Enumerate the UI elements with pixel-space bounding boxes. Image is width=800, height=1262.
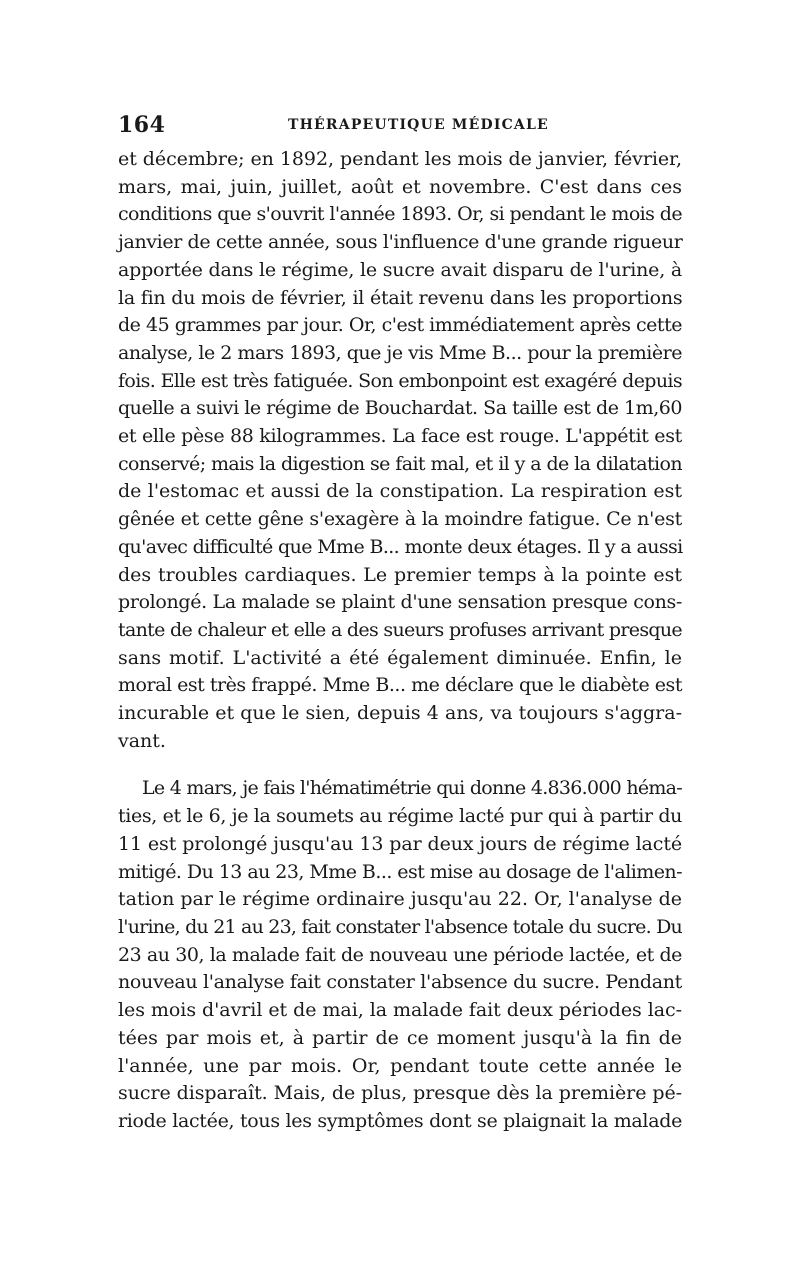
text-line: moral est très frappé. Mme B... me déclare que le diabète est: [118, 674, 682, 697]
text-line: tante de chaleur et elle a des sueurs profuses arrivant presque: [118, 618, 682, 641]
text-line: mitigé. Du 13 au 23, Mme B... est mise au dosage de l'alimen-: [118, 860, 682, 883]
text-line: fois. Elle est très fatiguée. Son embonpoint est exagéré depuis: [118, 369, 682, 392]
text-line: sans motif. L'activité a été également diminuée. Enfin, le: [118, 646, 682, 669]
text-line: de l'estomac et aussi de la constipation. La respiration est: [118, 480, 682, 503]
text-line: de 45 grammes par jour. Or, c'est immédiatement après cette: [118, 314, 682, 337]
text-line: la fin du mois de février, il était revenu dans les proportions: [118, 286, 683, 309]
text-line: et elle pèse 88 kilogrammes. La face est rouge. L'appétit est: [118, 425, 682, 448]
text-line: mars, mai, juin, juillet, août et novembre. C'est dans ces: [118, 175, 682, 198]
text-line: vant.: [118, 729, 166, 752]
text-line: qu'avec difficulté que Mme B... monte deux étages. Il y a aussi: [118, 535, 683, 558]
text-line: conservé; mais la digestion se fait mal, et il y a de la dilatation: [118, 452, 682, 475]
text-line: 23 au 30, la malade fait de nouveau une période lactée, et de: [118, 943, 682, 966]
text-line: tées par mois et, à partir de ce moment jusqu'à la fin de: [118, 1026, 682, 1049]
paragraph-gap: [118, 755, 682, 775]
text-line: incurable et que le sien, depuis 4 ans, va toujours s'aggra-: [118, 702, 682, 725]
text-line: tation par le régime ordinaire jusqu'au 22. Or, l'analyse de: [118, 888, 682, 911]
running-title: THÉRAPEUTIQUE MÉDICALE: [288, 117, 549, 133]
text-line: prolongé. La malade se plaint d'une sensation presque cons-: [118, 591, 682, 614]
paragraph-2: [118, 775, 682, 1135]
text-line: janvier de cette année, sous l'influence d'une grande rigueur: [118, 231, 683, 254]
text-line: et décembre; en 1892, pendant les mois de janvier, février,: [118, 148, 682, 170]
running-head: [118, 112, 682, 146]
page-number: 164: [118, 112, 166, 138]
paragraph-1: [118, 146, 682, 755]
text-line: 11 est prolongé jusqu'au 13 par deux jours de régime lacté: [118, 832, 682, 855]
text-line: apportée dans le régime, le sucre avait disparu de l'urine, à: [118, 258, 682, 281]
book-page: [118, 112, 682, 1136]
text-line: conditions que s'ouvrit l'année 1893. Or, si pendant le mois de: [118, 203, 682, 226]
text-line: analyse, le 2 mars 1893, que je vis Mme B... pour la première: [118, 341, 682, 364]
text-line: sucre disparaît. Mais, de plus, presque dès la première pé-: [118, 1082, 682, 1105]
text-line: les mois d'avril et de mai, la malade fait deux périodes lac-: [118, 999, 682, 1022]
text-line: l'année, une par mois. Or, pendant toute cette année le: [118, 1054, 682, 1077]
text-line: riode lactée, tous les symptômes dont se plaignait la malade: [118, 1109, 682, 1132]
text-line: des troubles cardiaques. Le premier temps à la pointe est: [118, 563, 682, 586]
text-line: l'urine, du 21 au 23, fait constater l'absence totale du sucre. Du: [118, 915, 682, 938]
text-line: quelle a suivi le régime de Bouchardat. Sa taille est de 1m,60: [118, 397, 682, 420]
text-line: nouveau l'analyse fait constater l'absence du sucre. Pendant: [118, 971, 682, 994]
text-line: Le 4 mars, je fais l'hématimétrie qui donne 4.836.000 héma-: [142, 777, 682, 800]
text-line: gênée et cette gêne s'exagère à la moindre fatigue. Ce n'est: [118, 508, 682, 531]
text-line: ties, et le 6, je la soumets au régime lacté pur qui à partir du: [118, 805, 682, 828]
